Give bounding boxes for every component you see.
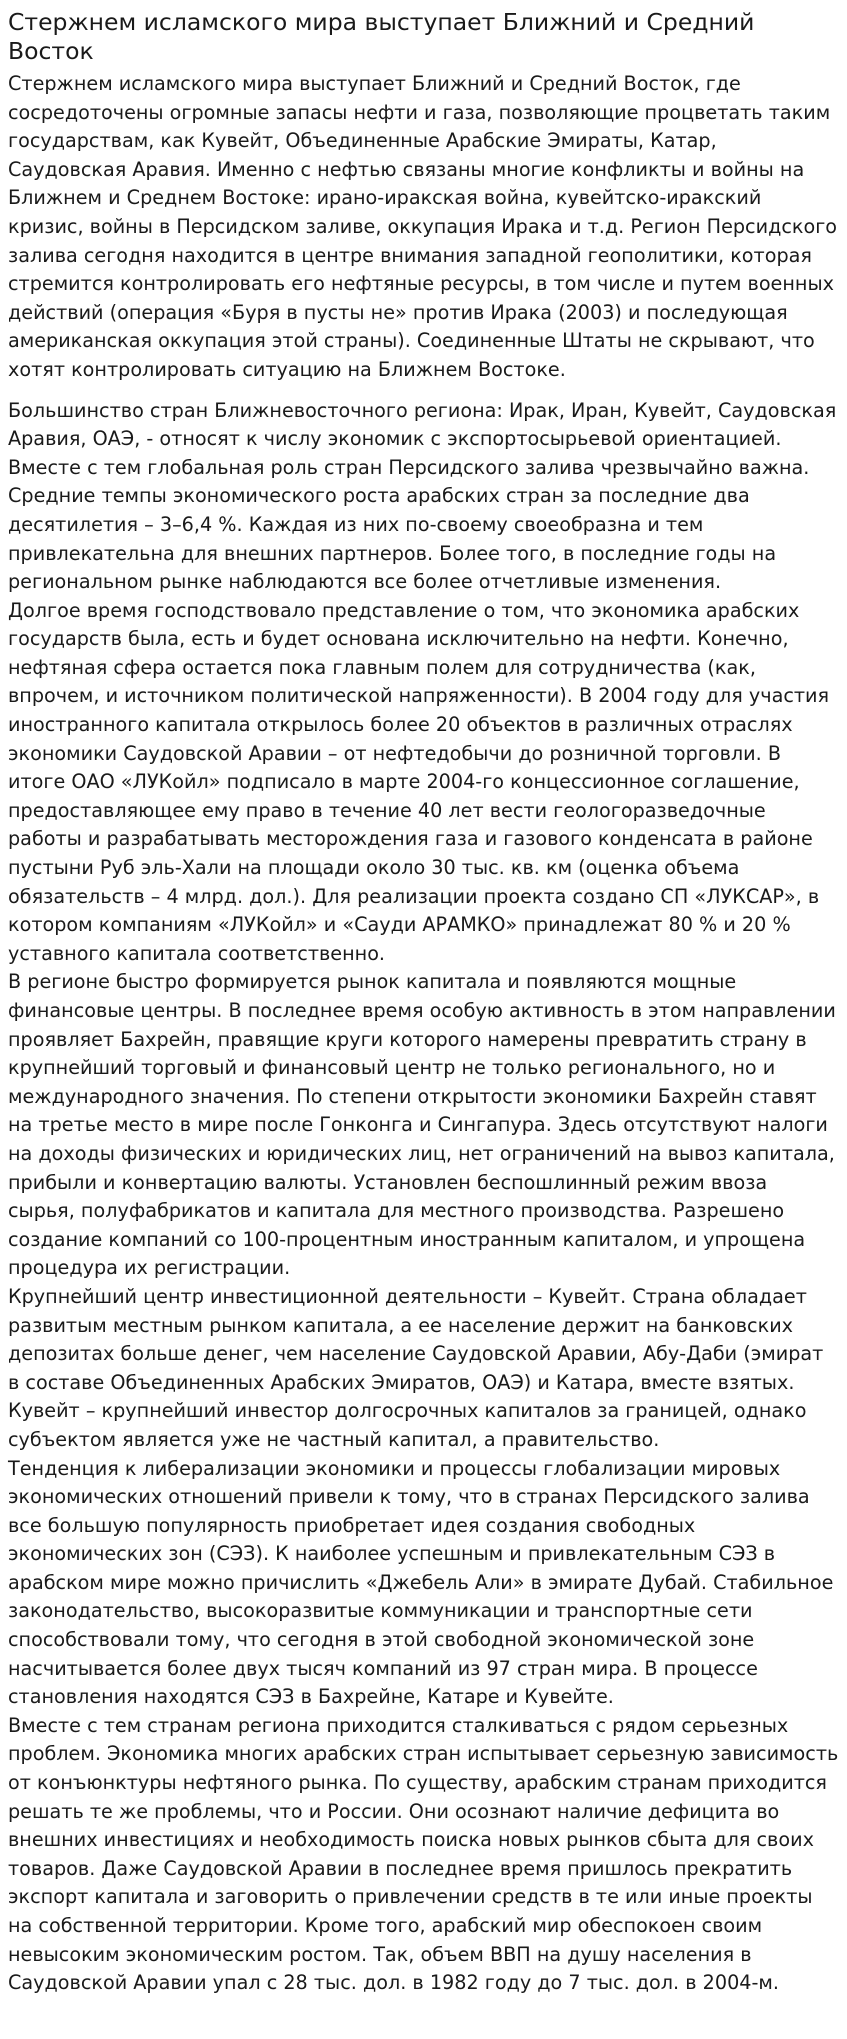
paragraph-intro: Стержнем исламского мира выступает Ближний и Средний Восток, где сосредоточены огромные запасы нефти и газа, позволяющие процветать таким государствам, как Кувейт, Объединенные Арабские Эмираты, Катар, Саудовская Аравия. Именно с нефтью связаны многие конфликты и войны на Ближнем и Среднем Востоке: ирано-иракская война, кувейтско-иракский кризис, войны в Персидском заливе, оккупация Ирака и т.д. Регион Персидского залива сегодня находится в центре внимания западной геополитики, которая стремится контролировать его нефтяные ресурсы, в том числе и путем военных действий (операция «Буря в пусты не» против Ирака (2003) и последующая американская оккупация этой страны). Соединенные Штаты не скрывают, что хотят контролировать ситуацию на Ближнем Востоке. [8, 72, 838, 381]
paragraph-problems: Вместе с тем странам региона приходится сталкиваться с рядом серьезных проблем. Экономика многих арабских стран испытывает серьезную зависимость от конъюнктуры нефтяного рынка. По существу, арабским странам приходится решать те же проблемы, что и России. Они осознают наличие дефицита во внешних инвестициях и необходимость поиска новых рынков сбыта для своих товаров. Даже Саудовской Аравии в последнее время пришлось прекратить экспорт капитала и заговорить о привлечении средств в те или иные проекты на собственной территории. Кроме того, арабский мир обеспокоен своим невысоким экономическим ростом. Так, объем ВВП на душу населения в Саудовской Аравии упал с 28 тыс. дол. в 1982 году до 7 тыс. дол. в 2004-м. [8, 1713, 839, 1995]
paragraph-economy: Большинство стран Ближневосточного региона: Ирак, Иран, Кувейт, Саудовская Аравия, ОАЭ, - относят к числу экономик с экспортосырьевой ориентацией. Вместе с тем глобальная роль стран Персидского залива чрезвычайно важна. Средние темпы экономического роста арабских стран за последние два десятилетия – 3–6,4 %. Каждая из них по-своему своеобразна и тем привлекательна для внешних партнеров. Более того, в последние годы на региональном рынке наблюдаются все более отчетливые изменения. [8, 398, 837, 594]
paragraph-kuwait: Крупнейший центр инвестиционной деятельности – Кувейт. Страна обладает развитым местным рынком капитала, а ее население держит на банковских депозитах больше денег, чем население Саудовской Аравии, Абу-Даби (эмират в составе Объединенных Арабских Эмиратов, ОАЭ) и Катара, вместе взятых. Кувейт – крупнейший инвестор долгосрочных капиталов за границей, однако субъектом является уже не частный капитал, а правительство. [8, 1284, 824, 1451]
paragraph-bahrain: В регионе быстро формируется рынок капитала и появляются мощные финансовые центры. В последнее время особую активность в этом направлении проявляет Бахрейн, правящие круги которого намерены превратить страну в крупнейший торговый и финансовый центр не только регионального, но и международного значения. По степени открытости экономики Бахрейн ставят на третье место в мире после Гонконга и Сингапура. Здесь отсутствуют налоги на доходы физических и юридических лиц, нет ограничений на вывоз капитала, прибыли и конвертацию валюты. Установлен беспошлинный режим ввоза сырья, полуфабрикатов и капитала для местного производства. Разрешено создание компаний со 100-процентным иностранным капиталом, и упрощена процедура их регистрации. [8, 970, 836, 1280]
page-title: Стержнем исламского мира выступает Ближний и Средний Восток [8, 8, 755, 65]
paragraph-oil: Долгое время господствовало представление о том, что экономика арабских государств была, есть и будет основана исключительно на нефти. Конечно, нефтяная сфера остается пока главным полем для сотрудничества (как, впрочем, и источником политической напряженности). В 2004 году для участия иностранного капитала открылось более 20 объектов в различных отраслях экономики Саудовской Аравии – от нефтедобычи до розничной торговли. В итоге ОАО «ЛУКойл» подписало в марте 2004-го концессионное соглашение, предоставляющее ему право в течение 40 лет вести геологоразведочные работы и разрабатывать месторождения газа и газового конденсата в районе пустыни Руб эль-Хали на площади около 30 тыс. кв. км (оценка объема обязательств – 4 млрд. дол.). Для реализации проекта создано СП «ЛУКСАР», в котором компаниям «ЛУКойл» и «Сауди АРАМКО» принадлежат 80 % и 20 % уставного капитала соответственно. [8, 598, 830, 965]
paragraph-sez: Тенденция к либерализации экономики и процессы глобализации мировых экономических отношений привели к тому, что в странах Персидского залива все большую популярность приобретает идея создания свободных экономических зон (СЭЗ). К наиболее успешным и привлекательным СЭЗ в арабском мире можно причислить «Джебель Али» в эмирате Дубай. Стабильное законодательство, высокоразвитые коммуникации и транспортные сети способствовали тому, что сегодня в этой свободной экономической зоне насчитывается более двух тысяч компаний из 97 стран мира. В процессе становления находятся СЭЗ в Бахрейне, Катаре и Кувейте. [8, 1456, 834, 1709]
